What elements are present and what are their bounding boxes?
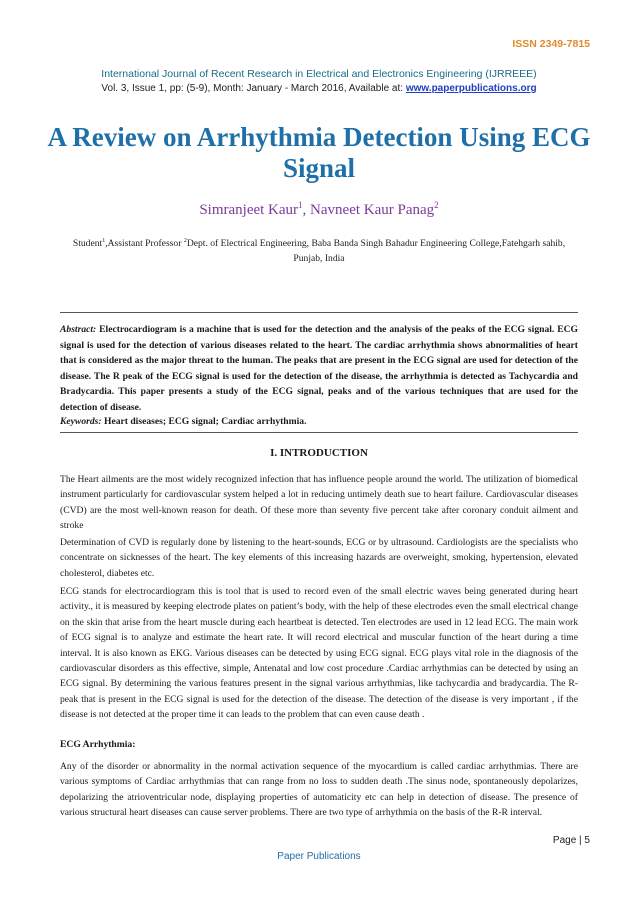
affil-sup-1: 1 bbox=[102, 238, 106, 244]
author-1-sup: 1 bbox=[298, 200, 303, 210]
author-2-sup: 2 bbox=[434, 200, 439, 210]
authors bbox=[0, 200, 638, 219]
abstract bbox=[60, 322, 578, 415]
keywords-text: Heart diseases; ECG signal; Cardiac arrhythmia. bbox=[101, 416, 307, 427]
journal-name: International Journal of Recent Research in Electrical and Electronics Engineering (IJRREEE) bbox=[101, 68, 537, 80]
page-number: Page | 5 bbox=[552, 835, 590, 846]
website-link[interactable]: www.paperpublications.org bbox=[405, 83, 537, 94]
keywords bbox=[60, 416, 578, 427]
volume-line bbox=[0, 83, 638, 94]
abstract-text: Electrocardiogram is a machine that is used for the detection and the analysis of the peaks of the ECG signal. ECG signal is used for the detection of various diseases related to the heart. The cardiac arrhythmia shows abnormalities of heart that is considered as the major threat to the human. The peaks that are present in the ECG signal are used for detection of the disease. The R peak of the ECG signal is used for the detection of the disease, the arrhythmia is detected as Tachycardia and Bradycardia. This paper presents a study of the ECG signal, peaks and of the various techniques that are used for the detection of disease. bbox=[60, 324, 578, 413]
arrhythmia-paragraph: Any of the disorder or abnormality in the normal activation sequence of the myocardium is called cardiac arrhythmias. There are various symptoms of Cardiac arrhythmias that can range from no loss to sudden death .The sinus node, spontaneously depolarizes, depolarizing the atrioventricular node, displaying properties of automaticity etc can help in detection of disease. The presence of various structural heart diseases can cause server problems. There are two type of arrhythmia on the basis of the R-R interval. bbox=[60, 761, 578, 819]
publisher-footer: Paper Publications bbox=[277, 851, 361, 862]
author-1: Simranjeet Kaur bbox=[199, 202, 299, 218]
subsection-heading-ecg-arrhythmia: ECG Arrhythmia: bbox=[60, 739, 136, 750]
intro-paragraph-3: ECG stands for electrocardiogram this is tool that is used to record even of the small electric waves being generated during heart activity., it is measured by keeping electrode plates on patient’s body, with the help of these electrodes even the small electrical change on the skin that arise from the heart muscle during each heartbeat is detected. Ten electrodes are used in 12 lead ECG. The main work of ECG signal is to analyze and estimate the heart rate. It will record electrical and muscular function of the heart during a time interval. It is also known as EKG. Various diseases can be detected by using ECG signal. ECG plays vital role in the diagnosis of the cardiovascular disorders as this effective, simple, Antenatal and low cost procedure .Cardiac arrhythmias can be detected by using an ECG signal. By determining the various features present in the signal various arrhythmias, like tachycardia and bradycardia. The R- peak that is present in the ECG signal is used for the detection of the disease. The detection of the disease is very important , if the disease is not detected at the proper time it can leads to the problem that can even cause death . bbox=[60, 586, 578, 721]
abstract-bottom-rule bbox=[60, 432, 578, 433]
intro-paragraph-2: Determination of CVD is regularly done by listening to the heart-sounds, ECG or by ultrasound. Cardiologists are the specialists who concentrate on sicknesses of the heart. The key elements of this increasing hazards are overweight, smoking, hypertension, elevated cholesterol, diabetes etc. bbox=[60, 537, 578, 579]
volume-text: Vol. 3, Issue 1, pp: (5-9), Month: January - March 2016, Available at: bbox=[101, 83, 406, 94]
affil-sup-2: 2 bbox=[183, 238, 187, 244]
author-separator: , bbox=[302, 202, 311, 218]
author-2: Navneet Kaur Panag bbox=[310, 202, 435, 218]
section-heading-introduction: I. INTRODUCTION bbox=[270, 447, 368, 459]
affil-student: Student bbox=[72, 238, 103, 250]
affiliation bbox=[60, 234, 578, 266]
abstract-label: Abstract: bbox=[60, 324, 97, 335]
keywords-label: Keywords: bbox=[60, 416, 102, 427]
affil-dept: Dept. of Electrical Engineering, Baba Banda Singh Bahadur Engineering College,Fatehgarh sahib, Punjab, India bbox=[186, 238, 566, 265]
affil-prof: ,Assistant Professor bbox=[105, 238, 184, 250]
paper-title: A Review on Arrhythmia Detection Using ECG Signal bbox=[47, 122, 591, 183]
intro-paragraph-1: The Heart ailments are the most widely recognized infection that has influence people around the world. The utilization of biomedical instrument particularly for cardiovascular system helped a lot in reducing untimely death sue to heart failure. Cardiovascular diseases (CVD) are the most well-known reason for death. Of these more than seventy five percent take after coronary conduit ailment and stroke bbox=[60, 474, 578, 532]
abstract-top-rule bbox=[60, 312, 578, 313]
issn-label: ISSN 2349-7815 bbox=[512, 38, 590, 50]
